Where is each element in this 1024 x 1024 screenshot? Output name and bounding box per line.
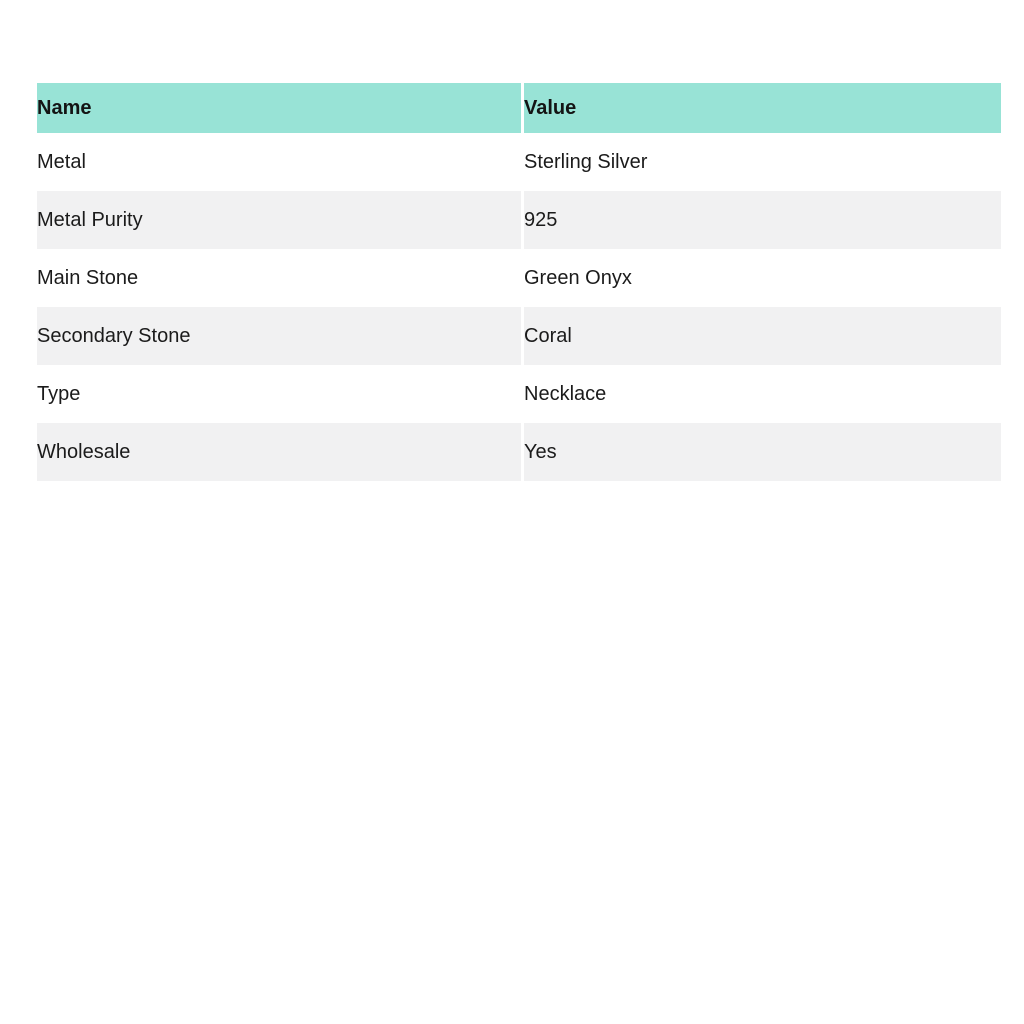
column-header-value: Value — [524, 83, 1001, 133]
attribute-value-cell: Coral — [524, 307, 1001, 365]
table-row-metal — [37, 133, 1001, 191]
attribute-name-cell: Main Stone — [37, 249, 521, 307]
attribute-name-cell: Type — [37, 365, 521, 423]
table-row-wholesale — [37, 423, 1001, 481]
attribute-value-cell: Necklace — [524, 365, 1001, 423]
table-row-type — [37, 365, 1001, 423]
attribute-name-cell: Secondary Stone — [37, 307, 521, 365]
table-header-row — [37, 83, 1001, 133]
attributes-table — [34, 83, 1004, 481]
attribute-name-cell: Metal — [37, 133, 521, 191]
attribute-name-cell: Wholesale — [37, 423, 521, 481]
attribute-value-cell: Yes — [524, 423, 1001, 481]
table-row-main-stone — [37, 249, 1001, 307]
attribute-value-cell: 925 — [524, 191, 1001, 249]
table-row-secondary-stone — [37, 307, 1001, 365]
attribute-name-cell: Metal Purity — [37, 191, 521, 249]
table-row-metal-purity — [37, 191, 1001, 249]
attributes-table-container — [34, 83, 1004, 481]
attribute-value-cell: Sterling Silver — [524, 133, 1001, 191]
attribute-value-cell: Green Onyx — [524, 249, 1001, 307]
column-header-name: Name — [37, 83, 521, 133]
